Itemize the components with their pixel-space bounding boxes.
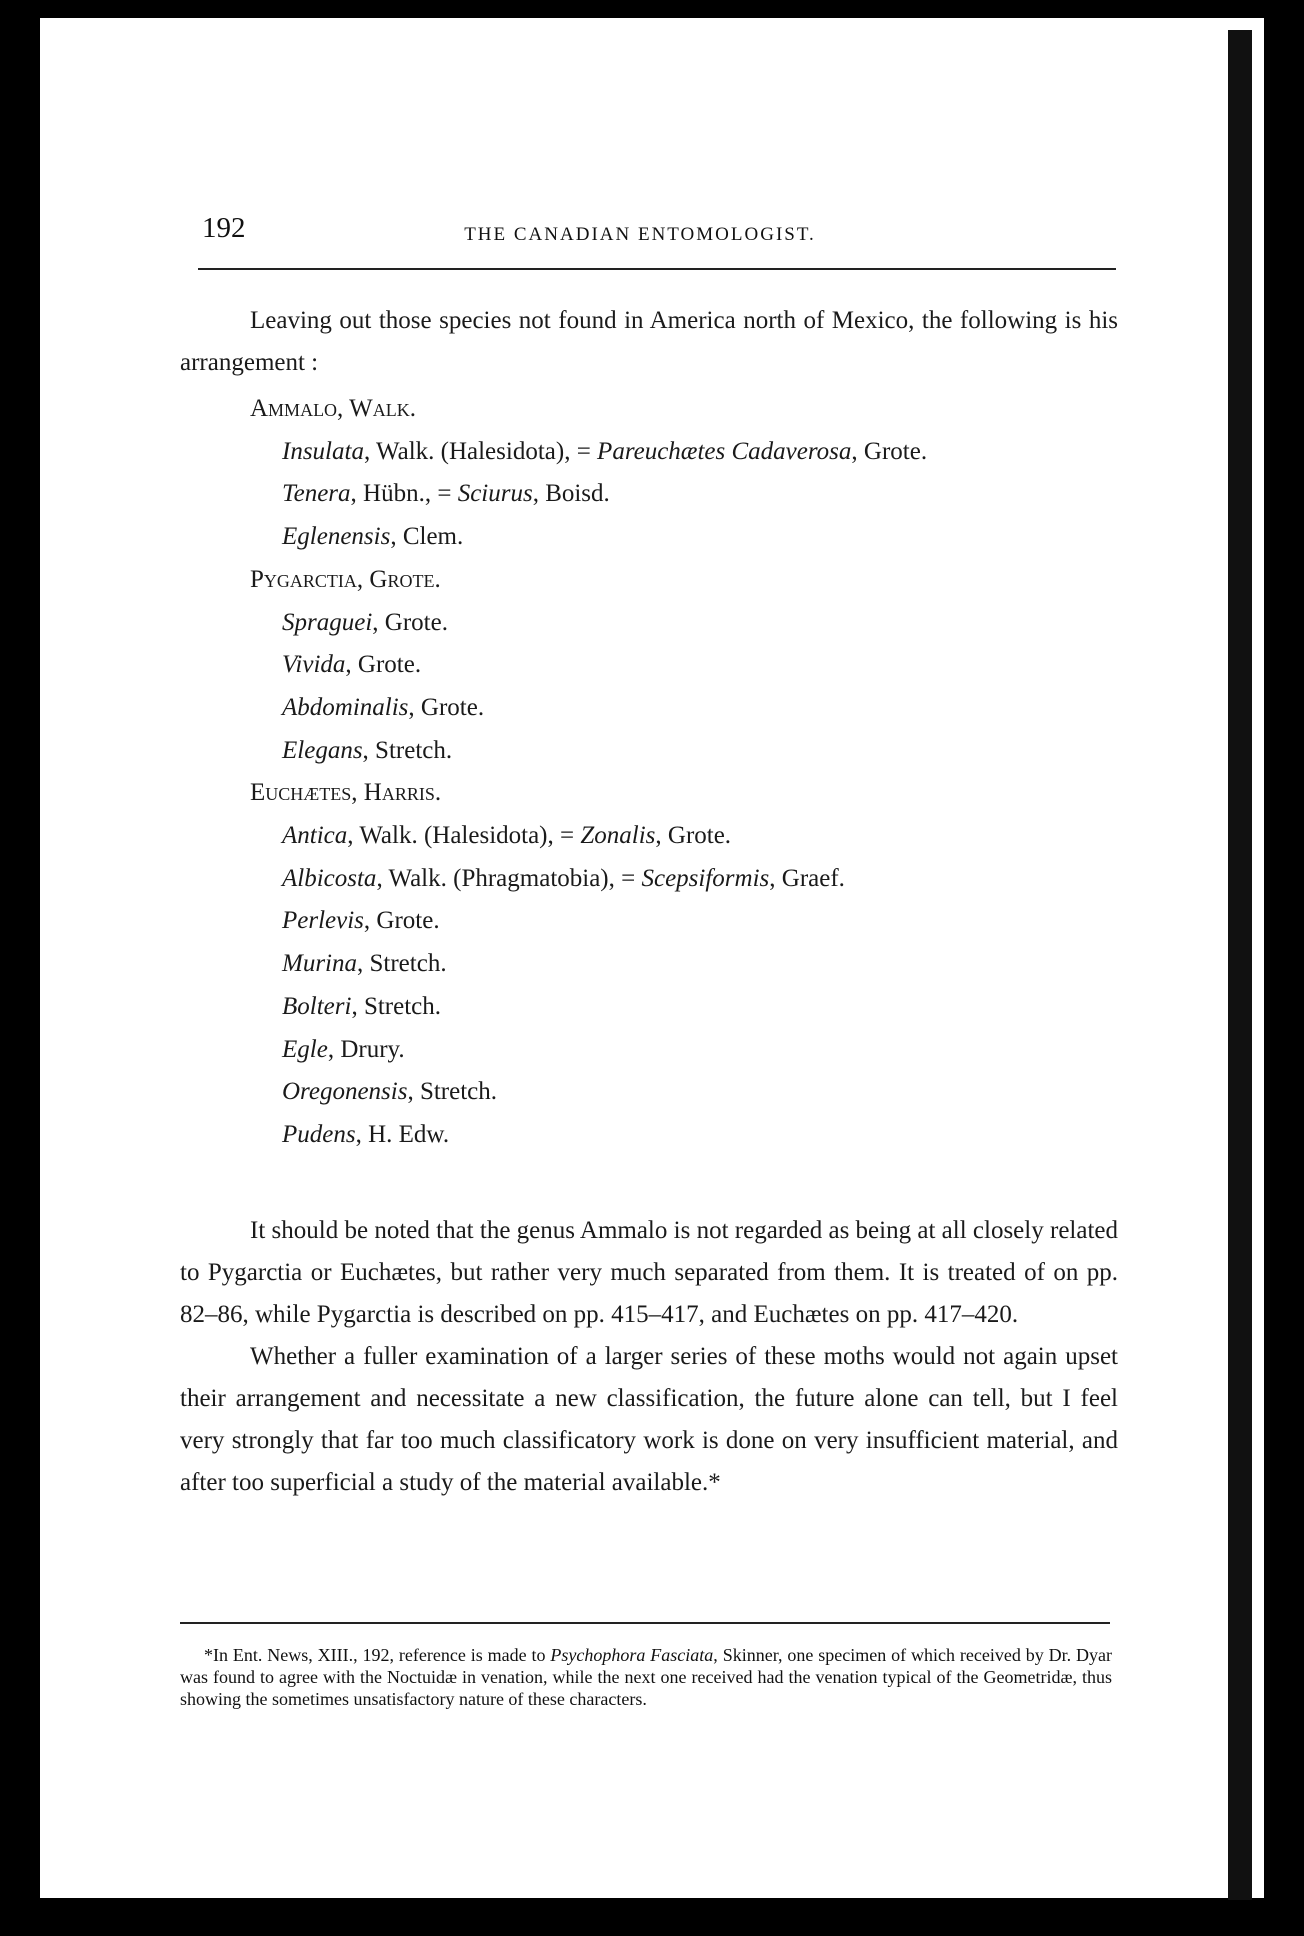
synonym-authority: , Grote. — [851, 437, 928, 465]
species-entry — [282, 1071, 1150, 1114]
species-entry — [282, 687, 1150, 730]
species-authority: , H. Edw. — [355, 1120, 450, 1148]
species-entry — [282, 602, 1150, 645]
synonym-name: Pareuchætes Cadaverosa — [597, 437, 852, 465]
species-entry — [282, 900, 1150, 943]
species-entry — [282, 943, 1150, 986]
synonym-name: Scepsiformis — [641, 864, 770, 892]
genus-heading: Pygarctia, Grote. — [250, 565, 441, 593]
species-name: Bolteri — [282, 992, 352, 1020]
synonym-name: Zonalis — [580, 822, 656, 850]
species-authority: , Grote. — [345, 651, 422, 679]
page-number: 192 — [202, 212, 246, 244]
paragraph-1: It should be noted that the genus Ammalo is not regarded as being at all closely related to Pygarctia or Euchætes, but rather very much separated from them. It is treated of on pp. 82–86, while Pygarctia is described on pp. 415–417, and Euchætes on pp. 417–420. — [180, 1217, 1118, 1328]
footnote-rule — [180, 1622, 1110, 1624]
species-authority: , Grote. — [408, 693, 485, 721]
footnote-text — [180, 1644, 1112, 1710]
species-authority: , Grote. — [372, 608, 448, 636]
page-header — [160, 208, 1120, 248]
species-name: Murina — [282, 950, 357, 978]
species-authority: , Stretch. — [362, 736, 453, 764]
running-title: THE CANADIAN ENTOMOLOGIST. — [464, 224, 816, 245]
species-authority: , Walk. (Halesidota), = — [363, 437, 598, 465]
species-name: Perlevis — [282, 907, 364, 935]
species-arrangement — [250, 388, 1150, 1157]
species-entry — [282, 516, 1150, 559]
species-authority: , Stretch. — [351, 992, 442, 1020]
discussion — [180, 1210, 1118, 1504]
species-name: Antica — [282, 822, 348, 850]
synonym-authority: , Graef. — [769, 864, 845, 892]
species-authority: , Grote. — [363, 907, 440, 935]
species-entry — [282, 1029, 1150, 1072]
intro-text: Leaving out those species not found in America north of Mexico, the following is his arrangement : — [180, 307, 1118, 376]
species-name: Vivida — [282, 651, 346, 679]
footnote-italic: Psychophora Fasciata — [550, 1645, 714, 1665]
intro-paragraph — [180, 300, 1118, 384]
paragraph-2: Whether a fuller examination of a larger series of these moths would not again upset their arrangement and necessitate a new classification, the future alone can tell, but I feel very strongly that far too much classificatory work is done on very insufficient material, and after too superficial a study of the material available.* — [180, 1343, 1118, 1496]
species-name: Eglenensis — [282, 523, 391, 551]
species-entry — [282, 858, 1150, 901]
book-spine-edge — [1228, 30, 1252, 1900]
species-name: Spraguei — [282, 608, 373, 636]
species-name: Tenera — [282, 480, 351, 508]
footnote — [180, 1644, 1112, 1710]
synonym-authority: , Grote. — [655, 822, 732, 850]
genus-heading: Ammalo, Walk. — [250, 395, 416, 422]
species-authority: , Walk. (Halesidota), = — [347, 822, 581, 850]
species-name: Egle — [282, 1035, 328, 1063]
genus-heading: Euchætes, Harris. — [250, 779, 442, 807]
species-authority: , Stretch. — [407, 1078, 498, 1106]
species-name: Insulata — [282, 437, 364, 465]
species-entry — [282, 986, 1150, 1029]
species-entry — [282, 431, 1150, 474]
header-rule — [198, 268, 1116, 270]
species-entry — [282, 815, 1150, 858]
species-authority: , Stretch. — [357, 950, 447, 978]
footnote-after: , Skinner, one specimen of which received by Dr. Dyar was found to agree with the Noctuidæ in venation, while the next one received had the venation typical of the Geometridæ, thus showing the sometimes unsatisfactory nature of these characters. — [180, 1645, 1112, 1709]
species-name: Elegans — [282, 736, 363, 764]
species-name: Pudens — [282, 1120, 356, 1148]
species-authority: , Clem. — [390, 523, 464, 551]
footnote-before: *In Ent. News, XIII., 192, reference is made to — [204, 1645, 551, 1665]
species-authority: , Drury. — [327, 1035, 405, 1063]
species-entry — [282, 473, 1150, 516]
species-entry — [282, 1114, 1150, 1157]
species-authority: , Walk. (Phragmatobia), = — [376, 864, 642, 892]
species-name: Albicosta — [282, 864, 377, 892]
species-entry — [282, 644, 1150, 687]
synonym-name: Sciurus — [457, 480, 533, 508]
species-name: Abdominalis — [282, 693, 409, 721]
species-entry — [282, 730, 1150, 773]
species-authority: , Hübn., = — [350, 480, 458, 508]
synonym-authority: , Boisd. — [532, 480, 610, 508]
species-name: Oregonensis — [282, 1078, 408, 1106]
